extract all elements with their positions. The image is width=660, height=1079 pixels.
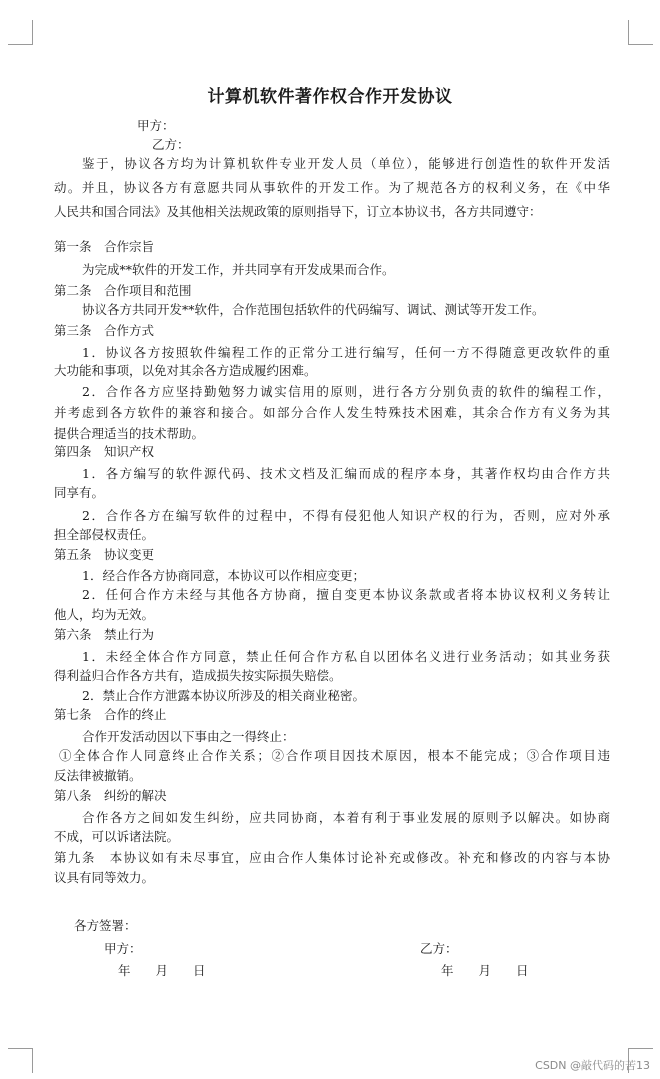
article-3-item-1-line-1: 1．协议各方按照软件编程工作的正常分工进行编写，任何一方不得随意更改软件的重 bbox=[82, 345, 610, 360]
article-5-item-2-line-1: 2．任何合作方未经与其他各方协商，擅自变更本协议条款或者将本协议权利义务转让 bbox=[82, 587, 610, 602]
signature-date-party-a: 年 月 日 bbox=[118, 963, 206, 978]
party-a-label: 甲方： bbox=[137, 118, 175, 133]
article-3-item-2-line-2: 并考虑到各方软件的兼容和接合。如部分合作人发生特殊技术困难，其余合作方有义务为其 bbox=[54, 405, 610, 420]
article-9-line-1: 第九条 本协议如有未尽事宜，应由合作人集体讨论补充或修改。补充和修改的内容与本协 bbox=[54, 850, 610, 865]
article-3-item-2-line-3: 提供合理适当的技术帮助。 bbox=[54, 426, 205, 441]
article-4-heading: 第四条 知识产权 bbox=[54, 444, 155, 459]
article-8-text-line-1: 合作各方之间如发生纠纷，应共同协商，本着有利于事业发展的原则予以解决。如协商 bbox=[82, 810, 610, 825]
article-1-heading: 第一条 合作宗旨 bbox=[54, 239, 155, 254]
article-5-item-1: 1．经合作各方协商同意，本协议可以作相应变更； bbox=[82, 568, 365, 583]
article-3-item-1-line-2: 大功能和事项，以免对其余各方造成履约困难。 bbox=[54, 363, 317, 378]
signature-date-party-b: 年 月 日 bbox=[441, 963, 529, 978]
intro-line-2: 动。并且，协议各方有意愿共同从事软件的开发工作。为了规范各方的权利义务，在《中华 bbox=[54, 180, 610, 195]
article-5-item-2-line-2: 他人，均为无效。 bbox=[54, 607, 155, 622]
article-4-item-1-line-1: 1．各方编写的软件源代码、技术文档及汇编而成的程序本身，其著作权均由合作方共 bbox=[82, 466, 610, 481]
article-6-item-2: 2．禁止合作方泄露本协议所涉及的相关商业秘密。 bbox=[82, 688, 365, 703]
intro-line-3: 人民共和国合同法》及其他相关法规政策的原则指导下，订立本协议书，各方共同遵守： bbox=[54, 204, 542, 219]
article-9-line-2: 议具有同等效力。 bbox=[54, 870, 155, 885]
signature-party-a-label: 甲方： bbox=[104, 941, 142, 956]
article-3-heading: 第三条 合作方式 bbox=[54, 323, 155, 338]
article-8-heading: 第八条 纠纷的解决 bbox=[54, 788, 167, 803]
signature-party-b-label: 乙方： bbox=[420, 941, 458, 956]
article-5-heading: 第五条 协议变更 bbox=[54, 547, 155, 562]
article-4-item-1-line-2: 同享有。 bbox=[54, 485, 105, 500]
signatures-label: 各方签署： bbox=[74, 918, 137, 933]
intro-line-1: 鉴于，协议各方均为计算机软件专业开发人员（单位），能够进行创造性的软件开发活 bbox=[82, 156, 610, 171]
page-corner-mark-top-right bbox=[628, 20, 653, 45]
article-7-reasons-line-2: 反法律被撤销。 bbox=[54, 768, 142, 783]
article-6-item-1-line-2: 得利益归合作各方共有，造成损失按实际损失赔偿。 bbox=[54, 668, 342, 683]
page-corner-mark-top-left bbox=[8, 20, 33, 45]
csdn-watermark: CSDN @敲代码的苦13 bbox=[535, 1059, 650, 1072]
article-7-text: 合作开发活动因以下事由之一得终止： bbox=[82, 729, 295, 744]
article-1-text: 为完成**软件的开发工作，并共同享有开发成果而合作。 bbox=[82, 262, 395, 277]
article-3-item-2-line-1: 2．合作各方应坚持勤勉努力诚实信用的原则，进行各方分别负责的软件的编程工作， bbox=[82, 384, 610, 399]
document-title: 计算机软件著作权合作开发协议 bbox=[207, 87, 453, 107]
page-corner-mark-bottom-left bbox=[8, 1048, 33, 1073]
party-b-label: 乙方： bbox=[152, 137, 190, 152]
article-4-item-2-line-1: 2．合作各方在编写软件的过程中，不得有侵犯他人知识产权的行为，否则，应对外承 bbox=[82, 508, 610, 523]
article-6-heading: 第六条 禁止行为 bbox=[54, 627, 155, 642]
article-6-item-1-line-1: 1．未经全体合作方同意，禁止任何合作方私自以团体名义进行业务活动；如其业务获 bbox=[82, 649, 610, 664]
article-2-text: 协议各方共同开发**软件，合作范围包括软件的代码编写、调试、测试等开发工作。 bbox=[82, 302, 545, 317]
article-4-item-2-line-2: 担全部侵权责任。 bbox=[54, 527, 155, 542]
article-7-heading: 第七条 合作的终止 bbox=[54, 707, 167, 722]
article-8-text-line-2: 不成，可以诉诸法院。 bbox=[54, 829, 180, 844]
article-2-heading: 第二条 合作项目和范围 bbox=[54, 283, 192, 298]
article-7-reasons-line-1: ①全体合作人同意终止合作关系；②合作项目因技术原因，根本不能完成；③合作项目违 bbox=[59, 748, 610, 763]
